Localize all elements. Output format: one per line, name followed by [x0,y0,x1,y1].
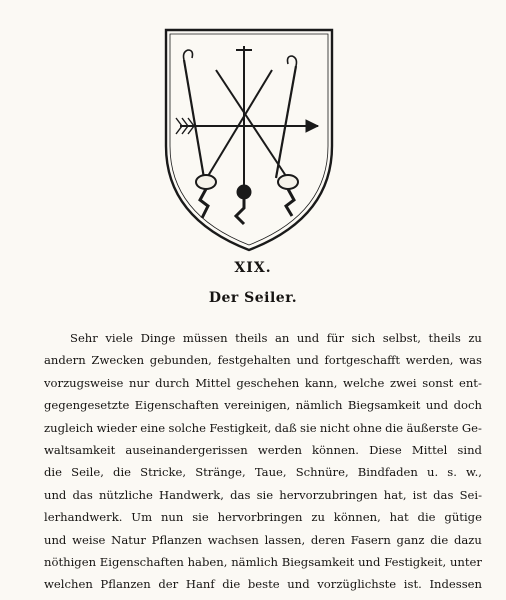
chapter-number: XIX. [234,260,272,276]
left-crank [196,70,272,218]
text-line: waltsamkeit auseinandergerissen werden können. Diese Mittel sind [44,442,482,457]
body-paragraph [44,327,482,596]
text-line: die Seile, die Stricke, Stränge, Taue, Schnüre, Bindfaden u. s. w., [44,465,482,480]
text-line: welchen Pflanzen der Hanf die beste und vorzüglichste ist. Indessen [44,577,482,592]
text-line: lerhandwerk. Um nun sie hervorbringen zu können, hat die gütige [44,510,482,525]
text-line: und weise Natur Pflanzen wachsen lassen, deren Fasern ganz die dazu [44,532,482,547]
arrow [176,118,318,134]
text-line: Sehr viele Dinge müssen theils an und für sich selbst, theils zu [70,331,482,345]
right-hook [276,56,297,178]
ropemaker-coat-of-arms-icon [160,26,338,254]
text-line: vorzugsweise nur durch Mittel geschehen kann, welche zwei sonst ent- [44,375,482,390]
text-line: nöthigen Eigenschaften haben, nämlich Biegsamkeit und Festigkeit, unter [44,554,482,569]
text-line: und das nützliche Handwerk, das sie hervorzubringen hat, ist das Sei- [44,487,482,502]
center-spindle [236,46,252,224]
text-line: gegengesetzte Eigenschaften vereinigen, nämlich Biegsamkeit und doch [44,398,482,413]
chapter-title: Der Seiler. [208,290,298,306]
shield-outline [166,30,332,250]
text-line: zugleich wieder eine solche Festigkeit, daß sie nicht ohne die äußerste Ge- [44,420,482,435]
text-line: andern Zwecken gebunden, festgehalten und fortgeschafft werden, was [44,353,482,368]
left-hook [184,50,205,178]
